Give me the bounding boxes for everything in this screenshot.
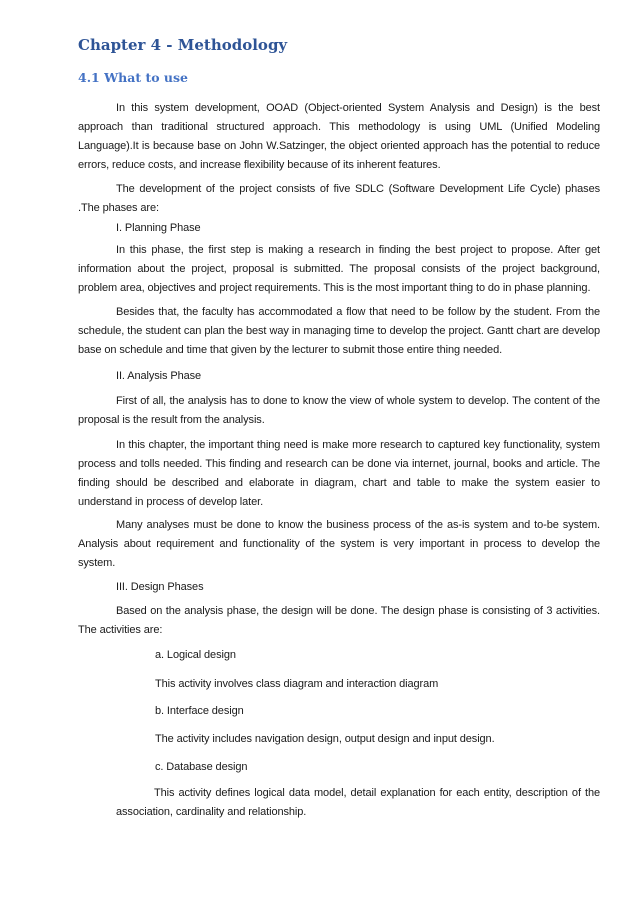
paragraph-planning-2: Besides that, the faculty has accommodated a flow that need to be follow by the student. From the schedule, the student can plan the best way in managing time to develop the project. Gantt chart are develop base on schedule and time that given by the lecturer to submit those entire thing needed. <box>78 306 600 356</box>
paragraph-analysis-3: Many analyses must be done to know the business process of the as-is system and to-be system. Analysis about requirement and functionality of the system is very important in process to develop the system. <box>78 519 600 569</box>
item-database-design: c. Database design <box>155 761 248 773</box>
item-logical-design: a. Logical design <box>155 649 236 661</box>
paragraph-sdlc-intro: The development of the project consists of five SDLC (Software Development Life Cycle) phases .The phases are: <box>78 183 600 214</box>
heading-design-phases: III. Design Phases <box>116 581 204 593</box>
heading-analysis-phase: II. Analysis Phase <box>116 370 202 382</box>
paragraph-analysis-1: First of all, the analysis has to done to know the view of whole system to develop. The content of the proposal is the result from the analysis. <box>78 395 600 426</box>
chapter-title: Chapter 4 - Methodology <box>78 36 288 54</box>
section-title: 4.1 What to use <box>78 70 188 85</box>
heading-planning-phase: I. Planning Phase <box>116 222 201 234</box>
item-interface-design-desc: The activity includes navigation design, output design and input design. <box>155 733 495 745</box>
item-interface-design: b. Interface design <box>155 705 244 717</box>
item-logical-design-desc: This activity involves class diagram and interaction diagram <box>155 678 439 690</box>
item-database-design-desc: This activity defines logical data model, detail explanation for each entity, description of the association, cardinality and relationship. <box>116 787 600 818</box>
paragraph-analysis-2: In this chapter, the important thing need is make more research to captured key functionality, system process and tolls needed. This finding and research can be done via internet, journal, books and article. The finding should be described and elaborate in diagram, chart and table to make the system easier to understand in process of develop later. <box>78 439 600 508</box>
paragraph-planning-1: In this phase, the first step is making a research in finding the best project to propose. After get information about the project, proposal is submitted. The proposal consists of the project background, problem area, objectives and project requirements. This is the most important thing to do in phase planning. <box>78 244 600 294</box>
paragraph-ooad: In this system development, OOAD (Object-oriented System Analysis and Design) is the best approach than traditional structured approach. This methodology is using UML (Unified Modeling Language).It is because base on John W.Satzinger, the object oriented approach has the potential to reduce errors, reduce costs, and increase flexibility because of its inherent features. <box>78 102 600 171</box>
paragraph-design-intro: Based on the analysis phase, the design will be done. The design phase is consisting of 3 activities. The activities are: <box>78 605 600 636</box>
